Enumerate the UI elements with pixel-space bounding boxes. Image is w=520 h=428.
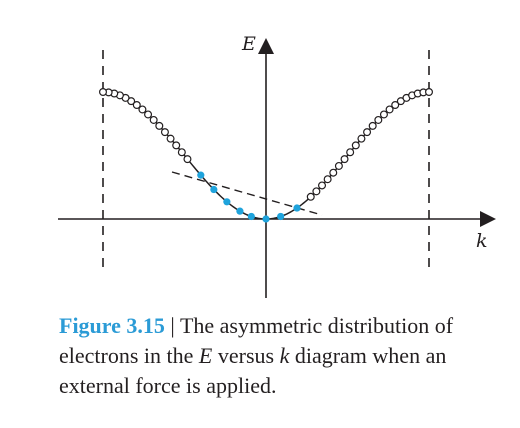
caption-text-1: The asymmetric distribution of electrons in the [59, 313, 454, 368]
empty-state [347, 149, 354, 156]
empty-state [100, 89, 107, 96]
figure-label: Figure 3.15 [59, 313, 165, 338]
empty-state [358, 135, 365, 142]
empty-state [336, 163, 343, 170]
empty-state [150, 117, 157, 124]
occupied-state [277, 213, 284, 220]
empty-state [426, 89, 433, 96]
empty-state [167, 135, 174, 142]
occupied-state [223, 198, 230, 205]
empty-state [162, 129, 169, 136]
occupied-state [262, 215, 269, 222]
empty-state [156, 122, 163, 129]
caption-var-k: k [279, 343, 290, 368]
caption-text-2: versus [212, 343, 280, 368]
empty-state [381, 111, 388, 118]
empty-state [364, 129, 371, 136]
caption-separator: | [164, 313, 180, 338]
empty-state [145, 111, 152, 118]
occupied-state [293, 204, 300, 211]
occupied-state [210, 186, 217, 193]
occupied-state [248, 213, 255, 220]
empty-state [330, 169, 337, 176]
empty-state [341, 156, 348, 163]
empty-state [369, 122, 376, 129]
empty-state [178, 149, 185, 156]
caption-text-3: diagram when an external force is applied. [59, 343, 447, 398]
x-axis-label: k [476, 230, 488, 252]
empty-state [375, 117, 382, 124]
empty-state [307, 193, 314, 200]
empty-state [324, 176, 331, 183]
occupied-state [236, 208, 243, 215]
empty-state [319, 182, 326, 189]
empty-state [173, 142, 180, 149]
empty-state [352, 142, 359, 149]
empty-state [184, 156, 191, 163]
occupied-state [197, 172, 204, 179]
caption-var-e: E [198, 343, 213, 368]
figure-caption [59, 311, 509, 401]
empty-state [313, 188, 320, 195]
y-axis-label: E [242, 33, 256, 55]
